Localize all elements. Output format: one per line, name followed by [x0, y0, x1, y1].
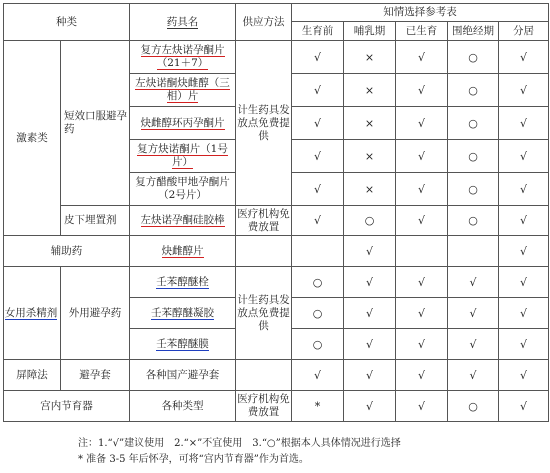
mark-cell: ○ — [344, 206, 396, 236]
mark-cell: √ — [344, 329, 396, 360]
drug-name — [130, 360, 236, 391]
supply-empty — [236, 236, 292, 267]
category-barrier: 屏障法 — [4, 360, 61, 391]
mark-cell: √ — [344, 236, 396, 267]
drug-name — [130, 206, 236, 236]
mark-cell: × — [344, 41, 396, 74]
drug-name-text: 复方左炔诺孕酮片（21＋7） — [140, 44, 225, 69]
header-row-1 — [4, 4, 549, 22]
mark-cell: √ — [292, 140, 344, 173]
mark-cell: √ — [396, 41, 448, 74]
table-row — [4, 41, 549, 74]
drug-name — [130, 140, 236, 173]
header-supply: 供应方法 — [236, 4, 292, 41]
supply-clinic: 医疗机构免费放置 — [236, 391, 292, 422]
mark-cell: ○ — [448, 74, 499, 107]
mark-cell: ○ — [448, 140, 499, 173]
table-row — [4, 391, 549, 422]
footnotes — [78, 436, 548, 468]
drug-name-text: 壬苯醇醚凝胶 — [151, 306, 214, 319]
mark-cell: √ — [344, 391, 396, 422]
mark-cell: √ — [448, 267, 499, 298]
mark-cell: * — [292, 391, 344, 422]
mark-cell: √ — [499, 140, 549, 173]
mark-cell — [396, 236, 448, 267]
mark-cell: √ — [292, 107, 344, 140]
drug-name — [130, 74, 236, 107]
drug-name-text: 左炔诺酮炔雌醇（三相）片 — [135, 77, 230, 102]
header-status: 分居 — [499, 22, 549, 41]
mark-cell: √ — [396, 298, 448, 329]
mark-cell: √ — [499, 74, 549, 107]
mark-cell: √ — [499, 41, 549, 74]
category-implant: 皮下埋置剂 — [61, 206, 130, 236]
mark-cell — [292, 236, 344, 267]
mark-cell: ○ — [448, 41, 499, 74]
category-oral: 短效口服避孕药 — [61, 41, 130, 206]
drug-name-text: 炔雌醇环丙孕酮片 — [140, 116, 225, 129]
mark-cell: ○ — [448, 173, 499, 206]
mark-cell: ○ — [448, 107, 499, 140]
mark-cell: √ — [448, 360, 499, 391]
drug-name — [130, 173, 236, 206]
mark-cell: √ — [396, 267, 448, 298]
mark-cell: √ — [499, 107, 549, 140]
footnote-legend: 注：1.“√”建议使用 2.“×”不宜使用 3.“○”根据本人具体情况进行选择 — [78, 438, 401, 449]
drug-name — [130, 329, 236, 360]
supply-empty — [236, 360, 292, 391]
drug-name-text: 炔雌醇片 — [161, 244, 204, 257]
mark-cell: √ — [396, 360, 448, 391]
mark-cell: ○ — [448, 206, 499, 236]
drug-name-text: 左炔诺孕酮硅胶棒 — [140, 214, 225, 226]
mark-cell: √ — [499, 206, 549, 236]
drug-name — [130, 236, 236, 267]
mark-cell: ○ — [292, 298, 344, 329]
mark-cell: √ — [499, 360, 549, 391]
header-category: 种类 — [4, 4, 130, 41]
mark-cell: √ — [396, 107, 448, 140]
mark-cell: √ — [448, 298, 499, 329]
category-auxiliary: 辅助药 — [4, 236, 130, 267]
header-informed-choice: 知情选择参考表 — [292, 4, 549, 22]
table-row — [4, 360, 549, 391]
mark-cell: √ — [499, 329, 549, 360]
mark-cell — [448, 236, 499, 267]
mark-cell: √ — [499, 236, 549, 267]
header-drug-name-text: 药具名 — [166, 15, 199, 28]
mark-cell: √ — [499, 298, 549, 329]
category-hormonal: 激素类 — [4, 41, 61, 236]
mark-cell: √ — [396, 391, 448, 422]
mark-cell: √ — [396, 206, 448, 236]
footnote-iud: * 准备 3-5 年后怀孕，可将“宫内节育器”作为首选。 — [78, 454, 309, 465]
drug-name-text: 各种国产避孕套 — [145, 368, 220, 381]
drug-name-text: 壬苯醇醚膜 — [156, 337, 209, 350]
mark-cell: × — [344, 107, 396, 140]
mark-cell: × — [344, 173, 396, 206]
header-status: 围绝经期 — [448, 22, 499, 41]
drug-name-text: 壬苯醇醚栓 — [156, 275, 209, 288]
category-condom: 避孕套 — [61, 360, 130, 391]
drug-name — [130, 391, 236, 422]
table-row — [4, 236, 549, 267]
mark-cell: √ — [448, 329, 499, 360]
table-row — [4, 206, 549, 236]
mark-cell: √ — [499, 173, 549, 206]
mark-cell: √ — [396, 329, 448, 360]
mark-cell: ○ — [448, 391, 499, 422]
supply-clinic: 医疗机构免费放置 — [236, 206, 292, 236]
category-iud: 宫内节育器 — [4, 391, 130, 422]
table-row — [4, 267, 549, 298]
drug-name — [130, 298, 236, 329]
mark-cell: √ — [344, 267, 396, 298]
drug-name-text: 复方炔诺酮片（1号片） — [137, 143, 228, 168]
mark-cell: √ — [292, 206, 344, 236]
drug-name-text: 复方醋酸甲地孕酮片（2号片） — [135, 176, 230, 201]
mark-cell: √ — [292, 41, 344, 74]
mark-cell: × — [344, 74, 396, 107]
drug-name — [130, 267, 236, 298]
header-status: 已生育 — [396, 22, 448, 41]
category-external: 外用避孕药 — [61, 267, 130, 360]
mark-cell: √ — [499, 267, 549, 298]
mark-cell: √ — [396, 140, 448, 173]
mark-cell: ○ — [292, 267, 344, 298]
mark-cell: √ — [292, 74, 344, 107]
header-drug-name — [130, 4, 236, 41]
supply-free: 计生药具发放点免费提供 — [236, 41, 292, 206]
contraception-table-sheet — [3, 3, 548, 431]
mark-cell: ○ — [292, 329, 344, 360]
mark-cell: √ — [499, 391, 549, 422]
drug-name-text: 各种类型 — [161, 399, 204, 412]
drug-name — [130, 107, 236, 140]
mark-cell: × — [344, 140, 396, 173]
drug-name — [130, 41, 236, 74]
supply-free: 计生药具发放点免费提供 — [236, 267, 292, 360]
mark-cell: √ — [292, 360, 344, 391]
mark-cell: √ — [292, 173, 344, 206]
mark-cell: √ — [396, 173, 448, 206]
contraception-reference-table — [3, 3, 549, 422]
mark-cell: √ — [344, 298, 396, 329]
mark-cell: √ — [344, 360, 396, 391]
header-status: 哺乳期 — [344, 22, 396, 41]
header-status: 生育前 — [292, 22, 344, 41]
category-female-topical — [4, 267, 61, 360]
mark-cell: √ — [396, 74, 448, 107]
category-female-topical-text: 女用杀精剂 — [4, 306, 58, 319]
